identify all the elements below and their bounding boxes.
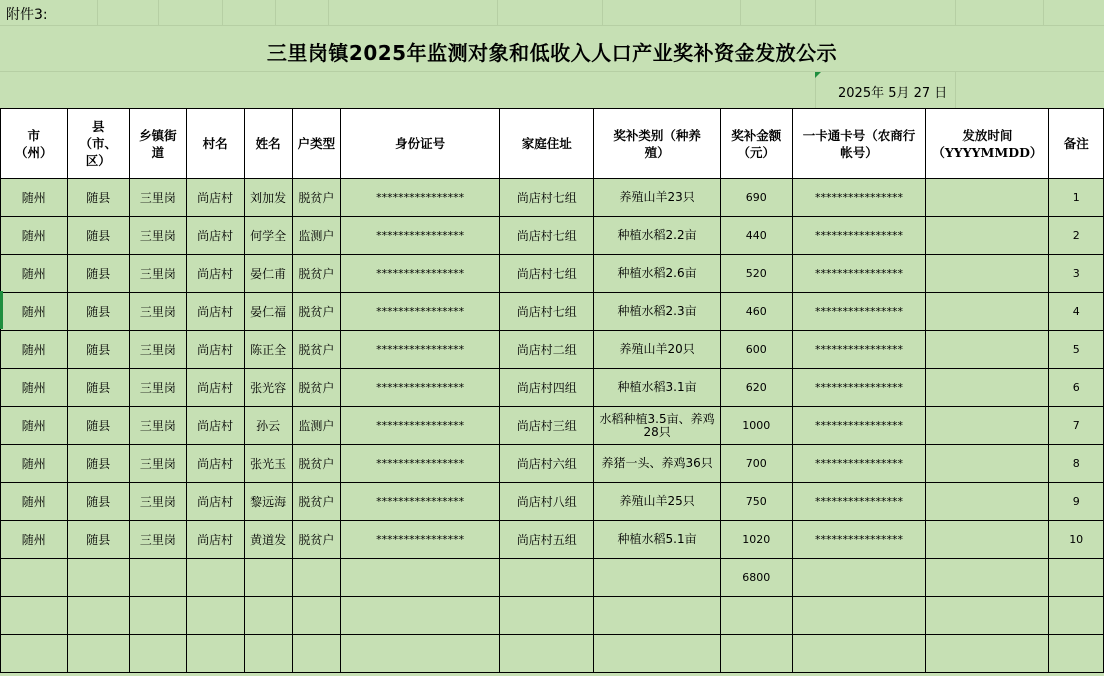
cell-type[interactable]: 脱贫户 xyxy=(292,445,340,483)
header-town[interactable]: 乡镇街道 xyxy=(130,109,187,179)
cell-amount[interactable]: 600 xyxy=(721,331,793,369)
cell-note[interactable]: 2 xyxy=(1049,217,1104,255)
cell-type[interactable]: 脱贫户 xyxy=(292,255,340,293)
cell-address[interactable]: 尚店村五组 xyxy=(500,521,594,559)
cell-note[interactable]: 3 xyxy=(1049,255,1104,293)
cell-category[interactable]: 种植水稻2.6亩 xyxy=(594,255,721,293)
total-amount[interactable]: 6800 xyxy=(721,559,793,597)
empty-cell[interactable] xyxy=(1,597,68,635)
cell-county[interactable]: 随县 xyxy=(67,407,130,445)
cell-type[interactable]: 脱贫户 xyxy=(292,369,340,407)
cell-town[interactable]: 三里岗 xyxy=(130,369,187,407)
cell-card[interactable]: **************** xyxy=(792,407,926,445)
cell-date[interactable] xyxy=(926,293,1049,331)
page-title: 三里岗镇2025年监测对象和低收入人口产业奖补资金发放公示 xyxy=(266,41,838,65)
cell-village[interactable]: 尚店村 xyxy=(186,521,244,559)
cell-card[interactable]: **************** xyxy=(792,179,926,217)
empty-cell[interactable] xyxy=(186,559,244,597)
cell-date[interactable] xyxy=(926,255,1049,293)
cell-type[interactable]: 脱贫户 xyxy=(292,521,340,559)
header-village[interactable]: 村名 xyxy=(186,109,244,179)
empty-cell[interactable] xyxy=(244,559,292,597)
cell-town[interactable]: 三里岗 xyxy=(130,179,187,217)
cell-note[interactable]: 7 xyxy=(1049,407,1104,445)
empty-cell[interactable] xyxy=(500,635,594,673)
cell-name[interactable]: 黎远海 xyxy=(244,483,292,521)
cell-amount[interactable]: 620 xyxy=(721,369,793,407)
cell-address[interactable]: 尚店村七组 xyxy=(500,255,594,293)
header-issue-date[interactable]: 发放时间（YYYYMMDD） xyxy=(926,109,1049,179)
cell-name[interactable]: 张光玉 xyxy=(244,445,292,483)
cell-name[interactable]: 陈正全 xyxy=(244,331,292,369)
cell-village[interactable]: 尚店村 xyxy=(186,293,244,331)
cell-note[interactable]: 5 xyxy=(1049,331,1104,369)
cell-city[interactable]: 随州 xyxy=(1,293,68,331)
empty-cell[interactable] xyxy=(340,597,499,635)
header-note[interactable]: 备注 xyxy=(1049,109,1104,179)
cell-card[interactable]: **************** xyxy=(792,331,926,369)
cell-id[interactable]: **************** xyxy=(340,407,499,445)
cell-amount[interactable]: 690 xyxy=(721,179,793,217)
cell-category[interactable]: 养殖山羊20只 xyxy=(594,331,721,369)
empty-cell[interactable] xyxy=(1,635,68,673)
cell-address[interactable]: 尚店村七组 xyxy=(500,293,594,331)
cell-address[interactable]: 尚店村六组 xyxy=(500,445,594,483)
cell-city[interactable]: 随州 xyxy=(1,483,68,521)
empty-cell[interactable] xyxy=(926,597,1049,635)
cell-address[interactable]: 尚店村七组 xyxy=(500,217,594,255)
empty-cell[interactable] xyxy=(792,559,926,597)
cell-town[interactable]: 三里岗 xyxy=(130,445,187,483)
total-row xyxy=(1,559,1104,597)
empty-cell[interactable] xyxy=(594,559,721,597)
cell-note[interactable]: 1 xyxy=(1049,179,1104,217)
cell-city[interactable]: 随州 xyxy=(1,445,68,483)
cell-date[interactable] xyxy=(926,369,1049,407)
empty-cell[interactable] xyxy=(130,597,187,635)
table-row xyxy=(1,217,1104,255)
cell-address[interactable]: 尚店村四组 xyxy=(500,369,594,407)
header-address[interactable]: 家庭住址 xyxy=(500,109,594,179)
cell-village[interactable]: 尚店村 xyxy=(186,331,244,369)
cell-date[interactable] xyxy=(926,483,1049,521)
empty-row xyxy=(1,635,1104,673)
cell-city[interactable]: 随州 xyxy=(1,179,68,217)
cell-amount[interactable]: 1000 xyxy=(721,407,793,445)
cell-date[interactable] xyxy=(926,407,1049,445)
cell-card[interactable]: **************** xyxy=(792,255,926,293)
table-row xyxy=(1,255,1104,293)
empty-cell[interactable] xyxy=(67,559,130,597)
table-row xyxy=(1,369,1104,407)
cell-amount[interactable]: 700 xyxy=(721,445,793,483)
cell-address[interactable]: 尚店村二组 xyxy=(500,331,594,369)
empty-cell[interactable] xyxy=(67,597,130,635)
empty-cell[interactable] xyxy=(67,635,130,673)
cell-note[interactable]: 4 xyxy=(1049,293,1104,331)
cell-card[interactable]: **************** xyxy=(792,521,926,559)
cell-amount[interactable]: 750 xyxy=(721,483,793,521)
selected-row-indicator xyxy=(0,291,3,329)
comment-indicator-icon xyxy=(815,72,821,78)
cell-date[interactable] xyxy=(926,217,1049,255)
cell-village[interactable]: 尚店村 xyxy=(186,483,244,521)
cell-card[interactable]: **************** xyxy=(792,445,926,483)
cell-note[interactable]: 9 xyxy=(1049,483,1104,521)
empty-cell[interactable] xyxy=(1049,597,1104,635)
cell-amount[interactable]: 440 xyxy=(721,217,793,255)
cell-card[interactable]: **************** xyxy=(792,217,926,255)
empty-cell[interactable] xyxy=(186,597,244,635)
empty-cell[interactable] xyxy=(340,635,499,673)
cell-id[interactable]: **************** xyxy=(340,521,499,559)
subsidy-table xyxy=(0,108,1104,673)
cell-town[interactable]: 三里岗 xyxy=(130,293,187,331)
empty-cell[interactable] xyxy=(340,559,499,597)
cell-date[interactable] xyxy=(926,445,1049,483)
cell-id[interactable]: **************** xyxy=(340,293,499,331)
header-county[interactable]: 县（市、区） xyxy=(67,109,130,179)
cell-category[interactable]: 种植水稻2.2亩 xyxy=(594,217,721,255)
cell-category[interactable]: 养猪一头、养鸡36只 xyxy=(594,445,721,483)
cell-note[interactable]: 6 xyxy=(1049,369,1104,407)
cell-type[interactable]: 监测户 xyxy=(292,407,340,445)
cell-type[interactable]: 脱贫户 xyxy=(292,483,340,521)
cell-name[interactable]: 黄道发 xyxy=(244,521,292,559)
cell-id[interactable]: **************** xyxy=(340,445,499,483)
empty-cell[interactable] xyxy=(500,597,594,635)
cell-name[interactable]: 晏仁福 xyxy=(244,293,292,331)
cell-address[interactable]: 尚店村八组 xyxy=(500,483,594,521)
empty-cell[interactable] xyxy=(1,559,68,597)
cell-town[interactable]: 三里岗 xyxy=(130,407,187,445)
cell-date[interactable] xyxy=(926,179,1049,217)
empty-cell[interactable] xyxy=(926,559,1049,597)
publish-date: 2025年 5月 27 日 xyxy=(838,86,948,101)
empty-cell[interactable] xyxy=(1049,559,1104,597)
cell-town[interactable]: 三里岗 xyxy=(130,217,187,255)
cell-card[interactable]: **************** xyxy=(792,483,926,521)
table-row xyxy=(1,331,1104,369)
cell-village[interactable]: 尚店村 xyxy=(186,217,244,255)
empty-cell[interactable] xyxy=(792,597,926,635)
cell-address[interactable]: 尚店村三组 xyxy=(500,407,594,445)
cell-card[interactable]: **************** xyxy=(792,369,926,407)
sheet-row-title xyxy=(0,26,1104,72)
cell-name[interactable]: 孙云 xyxy=(244,407,292,445)
cell-type[interactable]: 监测户 xyxy=(292,217,340,255)
header-id-number[interactable]: 身份证号 xyxy=(340,109,499,179)
cell-village[interactable]: 尚店村 xyxy=(186,407,244,445)
cell-date[interactable] xyxy=(926,521,1049,559)
cell-category[interactable]: 种植水稻2.3亩 xyxy=(594,293,721,331)
empty-cell[interactable] xyxy=(500,559,594,597)
header-household-type[interactable]: 户类型 xyxy=(292,109,340,179)
cell-id[interactable]: **************** xyxy=(340,255,499,293)
cell-village[interactable]: 尚店村 xyxy=(186,179,244,217)
cell-county[interactable]: 随县 xyxy=(67,179,130,217)
empty-cell[interactable] xyxy=(721,597,793,635)
cell-town[interactable]: 三里岗 xyxy=(130,331,187,369)
header-category[interactable]: 奖补类别（种养殖） xyxy=(594,109,721,179)
cell-city[interactable]: 随州 xyxy=(1,521,68,559)
header-amount[interactable]: 奖补金额（元） xyxy=(721,109,793,179)
attachment-label: 附件3: xyxy=(6,7,48,23)
cell-village[interactable]: 尚店村 xyxy=(186,255,244,293)
cell-note[interactable]: 10 xyxy=(1049,521,1104,559)
cell-amount[interactable]: 460 xyxy=(721,293,793,331)
empty-cell[interactable] xyxy=(721,635,793,673)
cell-type[interactable]: 脱贫户 xyxy=(292,179,340,217)
cell-city[interactable]: 随州 xyxy=(1,217,68,255)
cell-county[interactable]: 随县 xyxy=(67,483,130,521)
empty-cell[interactable] xyxy=(186,635,244,673)
cell-city[interactable]: 随州 xyxy=(1,331,68,369)
empty-cell[interactable] xyxy=(594,597,721,635)
cell-note[interactable]: 8 xyxy=(1049,445,1104,483)
cell-card[interactable]: **************** xyxy=(792,293,926,331)
cell-county[interactable]: 随县 xyxy=(67,293,130,331)
cell-name[interactable]: 晏仁甫 xyxy=(244,255,292,293)
cell-id[interactable]: **************** xyxy=(340,217,499,255)
cell-category[interactable]: 养殖山羊25只 xyxy=(594,483,721,521)
sheet-row-attachment xyxy=(0,0,1104,26)
table-row xyxy=(1,293,1104,331)
empty-cell[interactable] xyxy=(1049,635,1104,673)
empty-row xyxy=(1,597,1104,635)
table-row xyxy=(1,483,1104,521)
cell-type[interactable]: 脱贫户 xyxy=(292,331,340,369)
cell-id[interactable]: **************** xyxy=(340,483,499,521)
cell-id[interactable]: **************** xyxy=(340,331,499,369)
table-row xyxy=(1,521,1104,559)
table-row xyxy=(1,179,1104,217)
header-name[interactable]: 姓名 xyxy=(244,109,292,179)
cell-type[interactable]: 脱贫户 xyxy=(292,293,340,331)
cell-category[interactable]: 种植水稻3.1亩 xyxy=(594,369,721,407)
cell-town[interactable]: 三里岗 xyxy=(130,483,187,521)
cell-category[interactable]: 种植水稻5.1亩 xyxy=(594,521,721,559)
cell-village[interactable]: 尚店村 xyxy=(186,445,244,483)
cell-category[interactable]: 水稻种植3.5亩、养鸡28只 xyxy=(594,407,721,445)
header-city[interactable]: 市（州） xyxy=(1,109,68,179)
empty-cell[interactable] xyxy=(130,635,187,673)
empty-cell[interactable] xyxy=(292,559,340,597)
empty-cell[interactable] xyxy=(792,635,926,673)
cell-county[interactable]: 随县 xyxy=(67,331,130,369)
cell-address[interactable]: 尚店村七组 xyxy=(500,179,594,217)
empty-cell[interactable] xyxy=(926,635,1049,673)
header-row xyxy=(1,109,1104,179)
empty-cell[interactable] xyxy=(594,635,721,673)
cell-town[interactable]: 三里岗 xyxy=(130,255,187,293)
table-body xyxy=(1,179,1104,673)
cell-city[interactable]: 随州 xyxy=(1,369,68,407)
cell-date[interactable] xyxy=(926,331,1049,369)
cell-county[interactable]: 随县 xyxy=(67,255,130,293)
empty-cell[interactable] xyxy=(244,597,292,635)
cell-name[interactable]: 刘加发 xyxy=(244,179,292,217)
cell-county[interactable]: 随县 xyxy=(67,217,130,255)
table-row xyxy=(1,445,1104,483)
empty-cell[interactable] xyxy=(244,635,292,673)
cell-city[interactable]: 随州 xyxy=(1,255,68,293)
empty-cell[interactable] xyxy=(292,597,340,635)
header-card-number[interactable]: 一卡通卡号（农商行帐号） xyxy=(792,109,926,179)
cell-village[interactable]: 尚店村 xyxy=(186,369,244,407)
cell-county[interactable]: 随县 xyxy=(67,521,130,559)
cell-id[interactable]: **************** xyxy=(340,369,499,407)
cell-name[interactable]: 何学全 xyxy=(244,217,292,255)
cell-city[interactable]: 随州 xyxy=(1,407,68,445)
sheet-row-date xyxy=(0,72,1104,108)
cell-category[interactable]: 养殖山羊23只 xyxy=(594,179,721,217)
cell-town[interactable]: 三里岗 xyxy=(130,521,187,559)
table-row xyxy=(1,407,1104,445)
cell-county[interactable]: 随县 xyxy=(67,369,130,407)
cell-amount[interactable]: 520 xyxy=(721,255,793,293)
cell-id[interactable]: **************** xyxy=(340,179,499,217)
cell-amount[interactable]: 1020 xyxy=(721,521,793,559)
empty-cell[interactable] xyxy=(292,635,340,673)
cell-county[interactable]: 随县 xyxy=(67,445,130,483)
cell-name[interactable]: 张光容 xyxy=(244,369,292,407)
empty-cell[interactable] xyxy=(130,559,187,597)
